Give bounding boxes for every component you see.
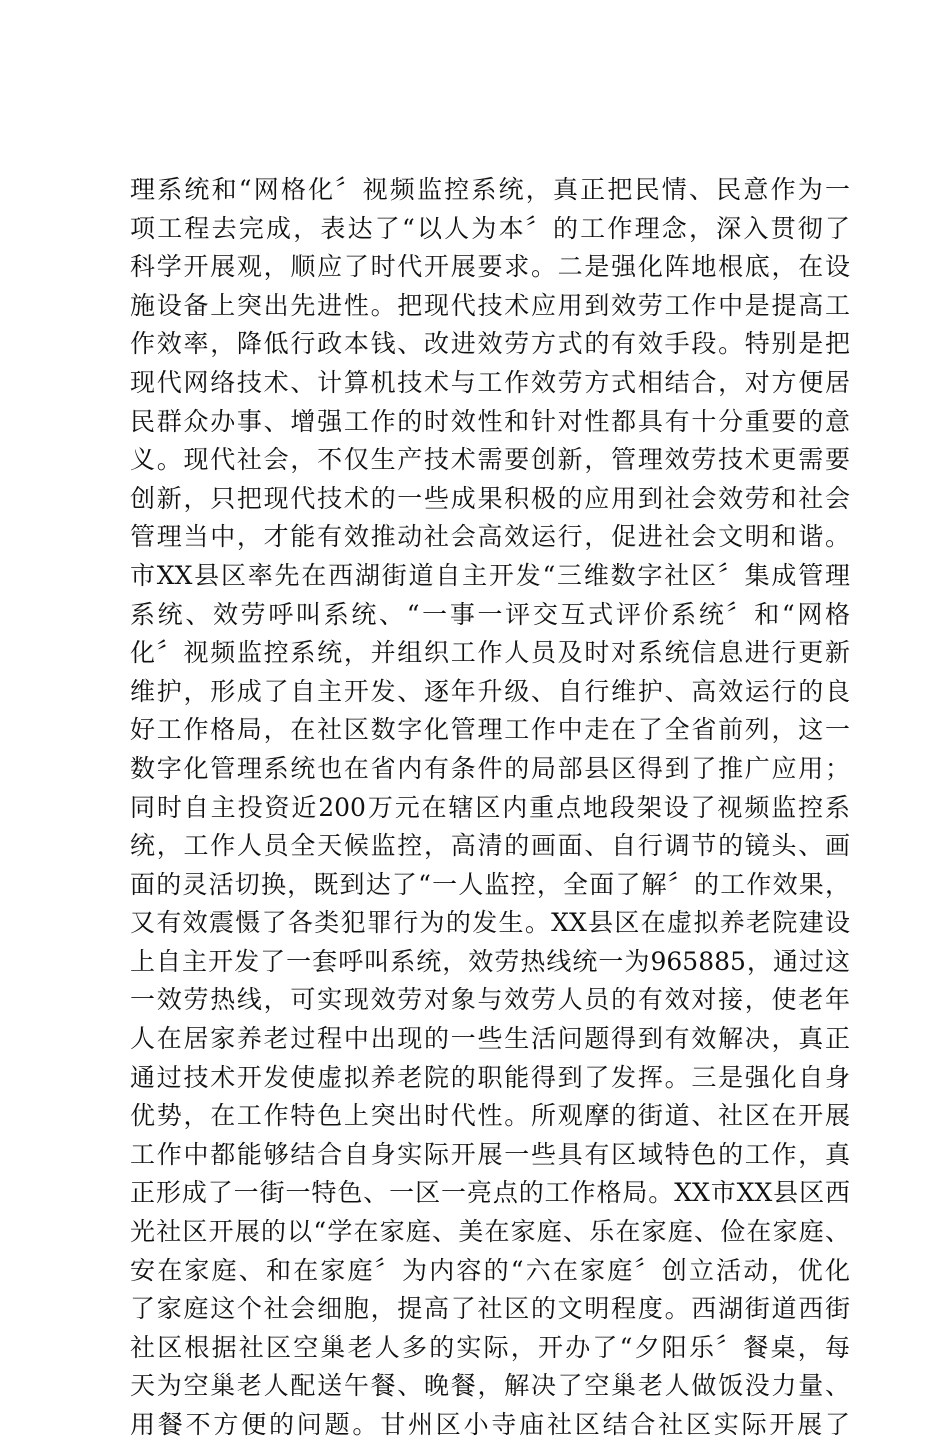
text-line-1: 理系统和“网格化〞视频监控系统，真正把民情、民意作为一 xyxy=(130,175,850,204)
text-line-5: 作效率，降低行政本钱、改进效劳方式的有效手段。特别是把 xyxy=(130,329,850,359)
body-text xyxy=(130,171,850,1445)
text-line-7: 民群众办事、增强工作的时效性和针对性都具有十分重要的意 xyxy=(130,406,850,436)
text-line-23: 人在居家养老过程中出现的一些生活问题得到有效解决，真正 xyxy=(130,1024,850,1054)
text-line-15: 好工作格局，在社区数字化管理工作中走在了全省前列，这一 xyxy=(130,715,850,745)
text-line-12: 系统、效劳呼叫系统、“一事一评交互式评价系统〞和“网格 xyxy=(130,599,850,629)
text-line-22: 一效劳热线，可实现效劳对象与效劳人员的有效对接，使老年 xyxy=(130,985,850,1015)
text-line-32: 天为空巢老人配送午餐、晚餐，解决了空巢老人做饭没力量、 xyxy=(130,1371,850,1401)
text-line-8: 义。现代社会，不仅生产技术需要创新，管理效劳技术更需要 xyxy=(130,445,850,475)
text-line-14: 维护，形成了自主开发、逐年升级、自行维护、高效运行的良 xyxy=(130,676,850,706)
text-line-9: 创新，只把现代技术的一些成果积极的应用到社会效劳和社会 xyxy=(130,483,850,513)
text-line-20: 又有效震慑了各类犯罪行为的发生。XX县区在虚拟养老院建设 xyxy=(130,908,850,938)
text-line-18: 统，工作人员全天候监控，高清的画面、自行调节的镜头、画 xyxy=(130,831,850,861)
text-line-6: 现代网络技术、计算机技术与工作效劳方式相结合，对方便居 xyxy=(130,367,850,397)
text-line-10: 管理当中，才能有效推动社会高效运行，促进社会文明和谐。 xyxy=(130,522,850,552)
text-line-27: 正形成了一街一特色、一区一亮点的工作格局。XX市XX县区西 xyxy=(130,1178,850,1208)
text-line-29: 安在家庭、和在家庭〞为内容的“六在家庭〞创立活动，优化 xyxy=(130,1255,850,1285)
text-line-26: 工作中都能够结合自身实际开展一些具有区域特色的工作，真 xyxy=(130,1139,850,1169)
text-line-30: 了家庭这个社会细胞，提高了社区的文明程度。西湖街道西街 xyxy=(130,1294,850,1324)
text-line-4: 施设备上突出先进性。把现代技术应用到效劳工作中是提高工 xyxy=(130,290,850,320)
text-line-33: 用餐不方便的问题。甘州区小寺庙社区结合社区实际开展了 xyxy=(130,1410,850,1439)
text-line-13: 化〞视频监控系统，并组织工作人员及时对系统信息进行更新 xyxy=(130,638,850,668)
text-line-25: 优势，在工作特色上突出时代性。所观摩的街道、社区在开展 xyxy=(130,1101,850,1131)
text-line-11: 市XX县区率先在西湖街道自主开发“三维数字社区〞集成管理 xyxy=(130,560,850,590)
text-line-21: 上自主开发了一套呼叫系统，效劳热线统一为965885，通过这 xyxy=(130,946,850,976)
text-line-24: 通过技术开发使虚拟养老院的职能得到了发挥。三是强化自身 xyxy=(130,1062,850,1092)
text-line-17: 同时自主投资近200万元在辖区内重点地段架设了视频监控系 xyxy=(130,792,850,822)
text-line-19: 面的灵活切换，既到达了“一人监控，全面了解〞的工作效果， xyxy=(130,869,850,899)
text-line-16: 数字化管理系统也在省内有条件的局部县区得到了推广应用； xyxy=(130,753,850,783)
text-line-28: 光社区开展的以“学在家庭、美在家庭、乐在家庭、俭在家庭、 xyxy=(130,1217,850,1247)
text-line-2: 项工程去完成，表达了“以人为本〞的工作理念，深入贯彻了 xyxy=(130,213,850,243)
text-line-3: 科学开展观，顺应了时代开展要求。二是强化阵地根底，在设 xyxy=(130,252,850,282)
text-line-31: 社区根据社区空巢老人多的实际，开办了“夕阳乐〞餐桌，每 xyxy=(130,1332,850,1362)
